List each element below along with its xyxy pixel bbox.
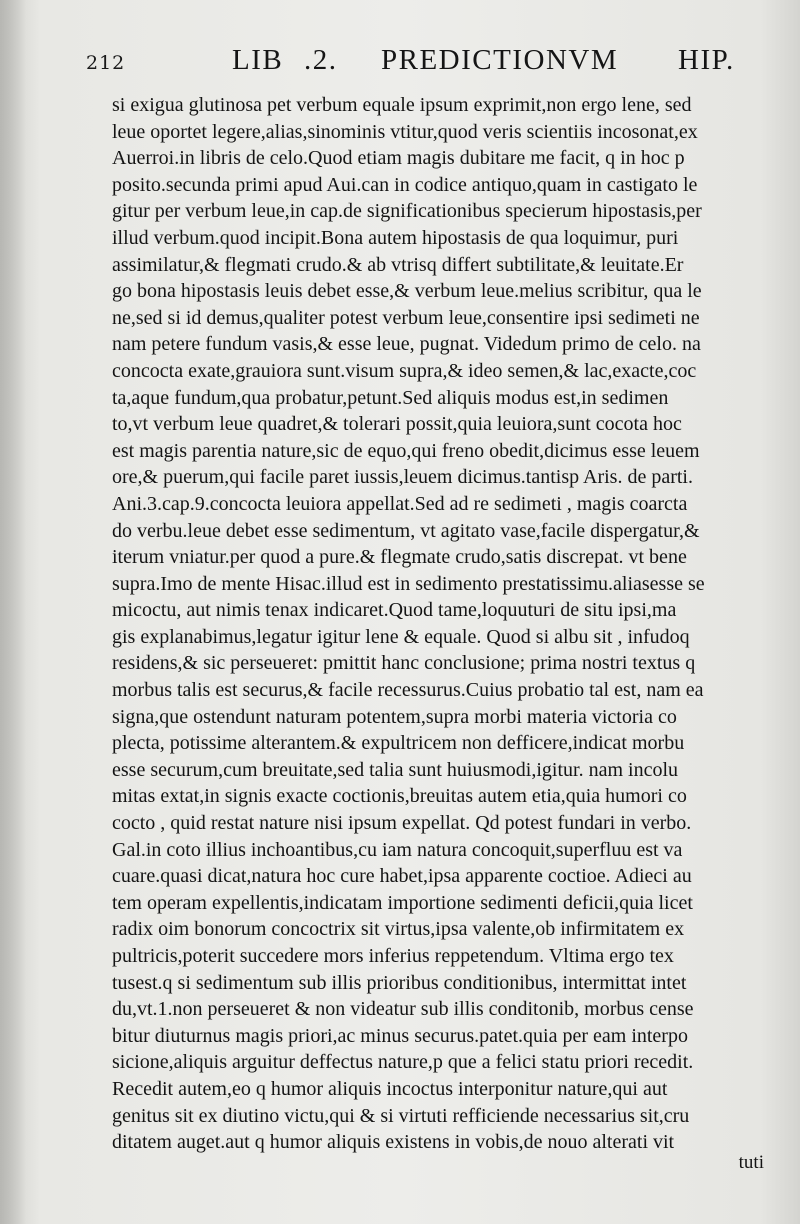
text-line: signa,que ostendunt naturam potentem,supra morbi materia victoria co — [112, 705, 677, 728]
text-line: go bona hipostasis leuis debet esse,& verbum leue.melius scribitur, qua le — [112, 280, 702, 303]
text-line: nam petere fundum vasis,& esse leue, pugnat. Videdum primo de celo. na — [112, 333, 701, 356]
text-line: iterum vniatur.per quod a pure.& flegmate crudo,satis discrepat. vt bene — [112, 546, 687, 569]
text-line: ore,& puerum,qui facile paret iussis,leuem dicimus.tantisp Aris. de parti. — [112, 466, 693, 489]
text-line: cocto , quid restat nature nisi ipsum expellat. Qd potest fundari in verbo. — [112, 812, 692, 835]
text-line: leue oportet legere,alias,sinominis vtitur,quod veris scientiis incosonat,ex — [112, 120, 698, 143]
catchword: tuti — [738, 1152, 764, 1173]
running-head-lib: LIB — [232, 44, 284, 76]
running-head-author: HIP. — [678, 44, 735, 76]
running-head-title: PREDICTIONVM — [381, 44, 619, 76]
text-line: Recedit autem,eo q humor aliquis incoctus interponitur nature,qui aut — [112, 1077, 668, 1100]
page-number: 212 — [86, 52, 126, 74]
text-line: radix oim bonorum concoctrix sit virtus,ipsa valente,ob infirmitatem ex — [112, 918, 685, 941]
text-line: si exigua glutinosa pet verbum equale ipsum exprimit,non ergo lene, sed — [112, 94, 692, 116]
text-line: ne,sed si id demus,qualiter potest verbum leue,consentire ipsi sedimeti ne — [112, 306, 700, 329]
text-line: gis explanabimus,legatur igitur lene & equale. Quod si albu sit , infudoq — [112, 625, 690, 648]
text-line: micoctu, aut nimis tenax indicaret.Quod tame,loquuturi de situ ipsi,ma — [112, 599, 677, 622]
text-line: pultricis,poterit succedere mors inferius reppetendum. Vltima ergo tex — [112, 945, 674, 967]
text-line: do verbu.leue debet esse sedimentum, vt agitato vase,facile dispergatur,& — [112, 519, 700, 542]
text-line: supra.Imo de mente Hisac.illud est in sedimento prestatissimu.aliasesse se — [112, 572, 705, 595]
running-head-book-number: .2. — [304, 44, 338, 76]
text-line: concocta exate,grauiora sunt.visum supra,& ideo semen,& lac,exacte,coc — [112, 359, 697, 382]
text-line: esse securum,cum breuitate,sed talia sunt huiusmodi,igitur. nam incolu — [112, 758, 678, 781]
text-line: du,vt.1.non perseueret & non videatur sub illis conditonib, morbus cense — [112, 998, 694, 1021]
text-line: gitur per verbum leue,in cap.de significationibus specierum hipostasis,per — [112, 200, 702, 223]
body-text — [112, 92, 772, 1156]
text-line: est magis parentia nature,sic de equo,qui freno obedit,dicimus esse leuem — [112, 439, 700, 462]
text-line: assimilatur,& flegmati crudo.& ab vtrisq differt subtilitate,& leuitate.Er — [112, 253, 684, 276]
text-line: mitas extat,in signis exacte coctionis,breuitas autem etia,quia humori co — [112, 785, 687, 808]
text-line: bitur diuturnus magis priori,ac minus securus.patet.quia per eam interpo — [112, 1024, 688, 1047]
text-line: to,vt verbum leue quadret,& tolerari possit,quia leuiora,sunt cocota hoc — [112, 413, 682, 436]
text-line: posito.secunda primi apud Aui.can in codice antiquo,quam in castigato le — [112, 173, 698, 196]
text-line: genitus sit ex diutino victu,qui & si virtuti refficiende necessarius sit,cru — [112, 1104, 690, 1127]
text-line: morbus talis est securus,& facile recessurus.Cuius probatio tal est, nam ea — [112, 679, 704, 702]
text-line: illud verbum.quod incipit.Bona autem hipostasis de qua loquimur, puri — [112, 226, 679, 249]
text-line: tem operam expellentis,indicatam importione sedimenti deficii,quia licet — [112, 891, 693, 914]
text-line: Gal.in coto illius inchoantibus,cu iam natura concoquit,superfluu est va — [112, 838, 683, 861]
running-head — [0, 44, 800, 84]
text-line: tusest.q si sedimentum sub illis prioribus conditionibus, intermittat intet — [112, 971, 687, 994]
text-line: residens,& sic perseueret: pmittit hanc conclusione; prima nostri textus q — [112, 652, 696, 675]
text-line: Ani.3.cap.9.concocta leuiora appellat.Sed ad re sedimeti , magis coarcta — [112, 492, 688, 515]
text-line: ta,aque fundum,qua probatur,petunt.Sed aliquis modus est,in sedimen — [112, 386, 669, 409]
spine-shadow — [0, 0, 26, 1224]
text-line: plecta, potissime alterantem.& expultricem non defficere,indicat morbu — [112, 732, 685, 755]
text-line: ditatem auget.aut q humor aliquis existens in vobis,de nouo alterati vit — [112, 1131, 675, 1154]
text-line: Auerroi.in libris de celo.Quod etiam magis dubitare me facit, q in hoc p — [112, 147, 685, 170]
text-line: sicione,aliquis arguitur deffectus nature,p que a felici statu priori recedit. — [112, 1051, 694, 1074]
text-line: cuare.quasi dicat,natura hoc cure habet,ipsa apparente coctioe. Adieci au — [112, 865, 692, 888]
